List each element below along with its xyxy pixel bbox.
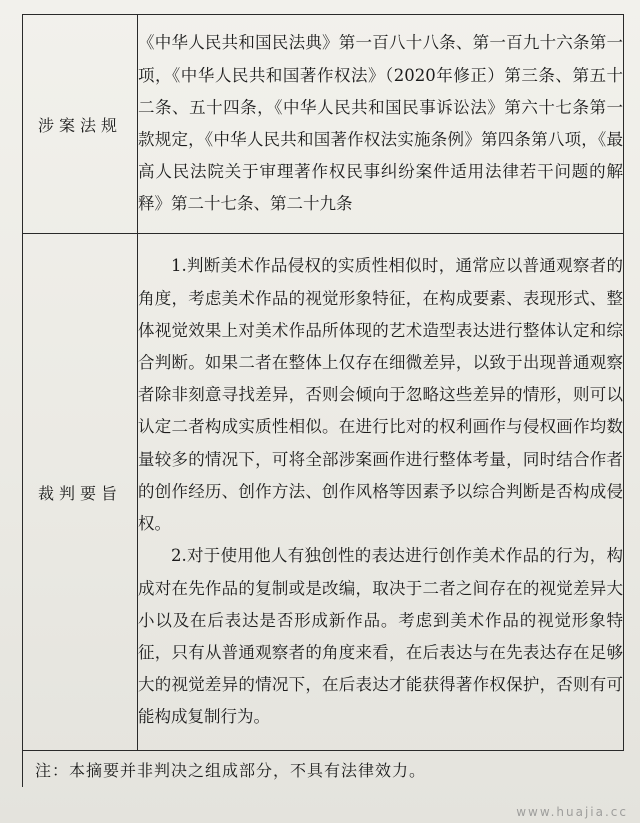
law-label: 涉案法规 bbox=[23, 15, 138, 234]
disclaimer-note: 注：本摘要并非判决之组成部分，不具有法律效力。 bbox=[23, 751, 624, 788]
case-summary-table bbox=[22, 14, 624, 787]
ruling-text-cell bbox=[138, 234, 624, 751]
site-watermark: www.huajia.cc bbox=[516, 805, 628, 819]
law-text-cell bbox=[138, 15, 624, 234]
ruling-paragraph-1: 1.判断美术作品侵权的实质性相似时，通常应以普通观察者的角度，考虑美术作品的视觉形象特征，在构成要素、表现形式、整体视觉效果上对美术作品所体现的艺术造型表达进行整体认定和综合判断。如果二者在整体上仅存在细微差异，以致于出现普通观察者除非刻意寻找差异，否则会倾向于忽略这些差异的情形，则可以认定二者构成实质性相似。在进行比对的权利画作与侵权画作均数量较多的情况下，可将全部涉案画作进行整体考量，同时结合作者的创作经历、创作方法、创作风格等因素予以综合判断是否构成侵权。 bbox=[138, 256, 623, 534]
ruling-row bbox=[23, 234, 624, 751]
note-row bbox=[23, 751, 624, 788]
law-row bbox=[23, 15, 624, 234]
ruling-paragraph-2: 2.对于使用他人有独创性的表达进行创作美术作品的行为，构成对在先作品的复制或是改编，取决于二者之间存在的视觉差异大小以及在后表达是否形成新作品。考虑到美术作品的视觉形象特征，只有从普通观察者的角度来看，在后表达与在先表达存在足够大的视觉差异的情况下，在后表达才能获得著作权保护，否则有可能构成复制行为。 bbox=[138, 546, 623, 727]
law-text: 《中华人民共和国民法典》第一百八十八条、第一百九十六条第一项，《中华人民共和国著作权法》（2020年修正）第三条、第五十二条、五十四条，《中华人民共和国民事诉讼法》第六十七条第一款规定，《中华人民共和国著作权法实施条例》第四条第八项，《最高人民法院关于审理著作权民事纠纷案件适用法律若干问题的解释》第二十七条、第二十九条 bbox=[138, 33, 623, 214]
ruling-label: 裁判要旨 bbox=[23, 234, 138, 751]
